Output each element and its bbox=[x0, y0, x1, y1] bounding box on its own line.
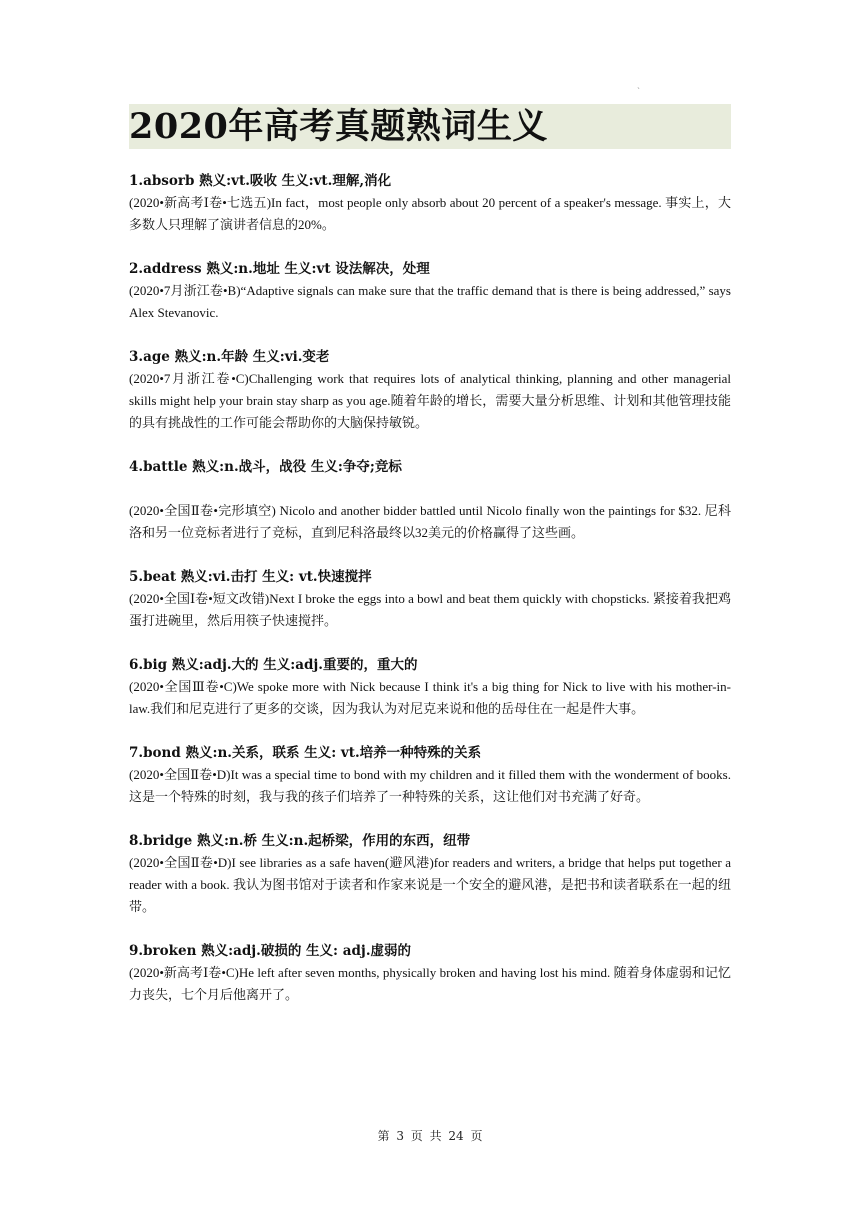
entry-beat bbox=[129, 566, 731, 632]
page-footer: 第 3 页 共 24 页 bbox=[377, 1129, 483, 1143]
entry-heading: 8.bridge 熟义:n.桥 生义:n.起桥梁，作用的东西，纽带 bbox=[129, 833, 471, 849]
entry-example: (2020•新高考Ⅰ卷•七选五)In fact，most people only absorb about 20 percent of a speaker's message. 事实上，大多数人只理解了演讲者信息的20%。 bbox=[129, 195, 731, 232]
entry-heading: 3.age 熟义:n.年龄 生义:vi.变老 bbox=[129, 349, 330, 365]
entry-heading: 2.address 熟义:n.地址 生义:vt 设法解决，处理 bbox=[129, 261, 430, 277]
entry-absorb bbox=[129, 170, 731, 236]
entry-example: (2020•7月浙江卷•C)Challenging work that requires lots of analytical thinking, planning and other managerial skills might help your brain stay sharp as you age.随着年龄的增长，需要大量分析思维、计划和其他管理技能的具有挑战性的工作可能会帮助你的大脑保持敏锐。 bbox=[129, 371, 731, 430]
entry-address bbox=[129, 258, 731, 324]
entry-broken bbox=[129, 940, 731, 1006]
entry-example: (2020•新高考Ⅰ卷•C)He left after seven months, physically broken and having lost his mind. 随着身体虚弱和记忆力丧失，七个月后他离开了。 bbox=[129, 965, 731, 1002]
entry-example: (2020•全国Ⅱ卷•D)It was a special time to bond with my children and it filled them with the wonderment of books.这是一个特殊的时刻，我与我的孩子们培养了一种特殊的关系，这让他们对书充满了好奇。 bbox=[129, 767, 731, 804]
entry-big bbox=[129, 654, 731, 720]
entry-example: (2020•全国Ⅰ卷•短文改错)Next I broke the eggs into a bowl and beat them quickly with chopsticks. 紧接着我把鸡蛋打进碗里，然后用筷子快速搅拌。 bbox=[129, 591, 731, 628]
entry-heading: 7.bond 熟义:n.关系，联系 生义: vt.培养一种特殊的关系 bbox=[129, 745, 482, 761]
corner-mark: ` bbox=[637, 86, 640, 96]
entry-heading: 6.big 熟义:adj.大的 生义:adj.重要的，重大的 bbox=[129, 657, 418, 673]
entry-bridge bbox=[129, 830, 731, 918]
entry-battle bbox=[129, 456, 731, 544]
entry-heading: 4.battle 熟义:n.战斗，战役 生义:争夺;竞标 bbox=[129, 459, 402, 475]
entry-age bbox=[129, 346, 731, 434]
entry-example: (2020•全国Ⅲ卷•C)We spoke more with Nick because I think it's a big thing for Nick to live with his mother-in-law.我们和尼克进行了更多的交谈，因为我认为对尼克来说和他的岳母住在一起是件大事。 bbox=[129, 679, 731, 716]
entry-heading: 9.broken 熟义:adj.破损的 生义: adj.虚弱的 bbox=[129, 943, 412, 959]
page-title: 2020年高考真题熟词生义 bbox=[129, 106, 548, 147]
entry-example: (2020•全国Ⅱ卷•D)I see libraries as a safe haven(避风港)for readers and writers, a bridge that helps put together a reader with a book. 我认为图书馆对于读者和作家来说是一个安全的避风港，是把书和读者联系在一起的纽带。 bbox=[129, 855, 731, 914]
entry-heading: 5.beat 熟义:vi.击打 生义: vt.快速搅拌 bbox=[129, 569, 372, 585]
entries-list bbox=[129, 170, 731, 1006]
entry-example: (2020•全国Ⅱ卷•完形填空) Nicolo and another bidder battled until Nicolo finally won the paintings for $32. 尼科洛和另一位竞标者进行了竞标，直到尼科洛最终以32美元的价格赢得了这些画。 bbox=[129, 503, 731, 540]
entry-bond bbox=[129, 742, 731, 808]
entry-heading: 1.absorb 熟义:vt.吸收 生义:vt.理解,消化 bbox=[129, 173, 392, 189]
entry-example: (2020•7月浙江卷•B)“Adaptive signals can make sure that the traffic demand that is there is being addressed,” says Alex Stevanovic. bbox=[129, 283, 731, 320]
